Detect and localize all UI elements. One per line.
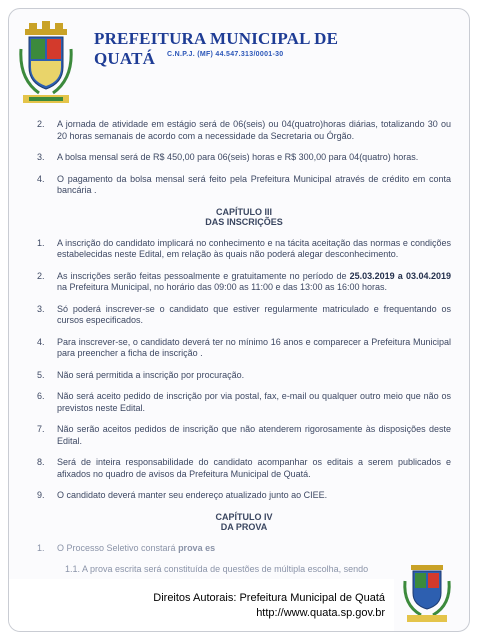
list-item: 2. A jornada de atividade em estágio será de 06(seis) ou 04(quatro)horas diárias, totalizando 30 ou 20 horas semanais de acordo com a necessidade da Secretaria ou Órgão. [37, 119, 451, 141]
list-item: 5. Não será permitida a inscrição por procuração. [37, 369, 245, 380]
list-item: 6. Não será aceito pedido de inscrição por via postal, fax, e-mail ou qualquer outro meio que não os previstos neste Edital. [37, 391, 451, 413]
list-item: 3. Só poderá inscrever-se o candidato que estiver regularmente matriculado e frequentando os cursos especificados. [37, 303, 451, 325]
list-item: 3. A bolsa mensal será de R$ 450,00 para 06(seis) horas e R$ 300,00 para 04(quatro) horas. [37, 152, 419, 162]
website-link[interactable]: http://www.quata.sp.gov.br [256, 607, 385, 619]
list-item: 4. Para inscrever-se, o candidato deverá ter no mínimo 16 anos e comparecer a Prefeitura Municipal para preencher a ficha de inscrição . [37, 336, 451, 358]
date-range: 25.03.2019 a 03.04.2019 [349, 270, 451, 281]
document-page [8, 8, 470, 632]
chapter-heading: CAPÍTULO III DAS INSCRIÇÕES [205, 206, 283, 227]
header-title: PREFEITURA MUNICIPAL DE QUATÁ [94, 29, 339, 68]
chapter-heading: CAPÍTULO IV DA PROVA [215, 511, 273, 532]
document-body [37, 119, 451, 586]
list-item: 1.1. A prova escrita será constituída de questões de múltipla escolha, sendo [65, 564, 369, 574]
list-item: 8. Será de inteira responsabilidade do candidato acompanhar os editais a serem publicados e afixados no quadro de avisos da Prefeitura Municipal de Quatá. [37, 457, 451, 479]
list-item: 4. O pagamento da bolsa mensal será feito pela Prefeitura Municipal através de crédito em conta bancária . [37, 173, 451, 195]
copyright-text: Direitos Autorais: Prefeitura Municipal de Quatá [153, 592, 385, 604]
list-item: 1. O Processo Seletivo constará prova es [37, 542, 216, 553]
list-item: 1. A inscrição do candidato implicará no conhecimento e na tácita aceitação das normas e condições estabelecidas neste Edital, em relação às quais não poderá alegar desconhecimento. [37, 237, 451, 259]
municipal-crest-logo-small [401, 561, 453, 627]
copyright-notice [153, 591, 385, 621]
list-item: 9. O candidato deverá manter seu endereço atualizado junto ao CIEE. [37, 490, 328, 500]
list-item: 2. As inscrições serão feitas pessoalmente e gratuitamente no período de 25.03.2019 a 03.04.2019 na Prefeitura Municipal, no horário das 09:00 as 11:00 e das 13:00 as 16:00 horas. [37, 270, 451, 292]
list-item: 7. Não serão aceitos pedidos de inscrição que não atenderem rigorosamente às disposições deste Edital. [37, 424, 451, 446]
header-cnpj: C.N.P.J. (MF) 44.547.313/0001-30 [167, 51, 284, 58]
municipal-crest-logo [19, 19, 73, 111]
